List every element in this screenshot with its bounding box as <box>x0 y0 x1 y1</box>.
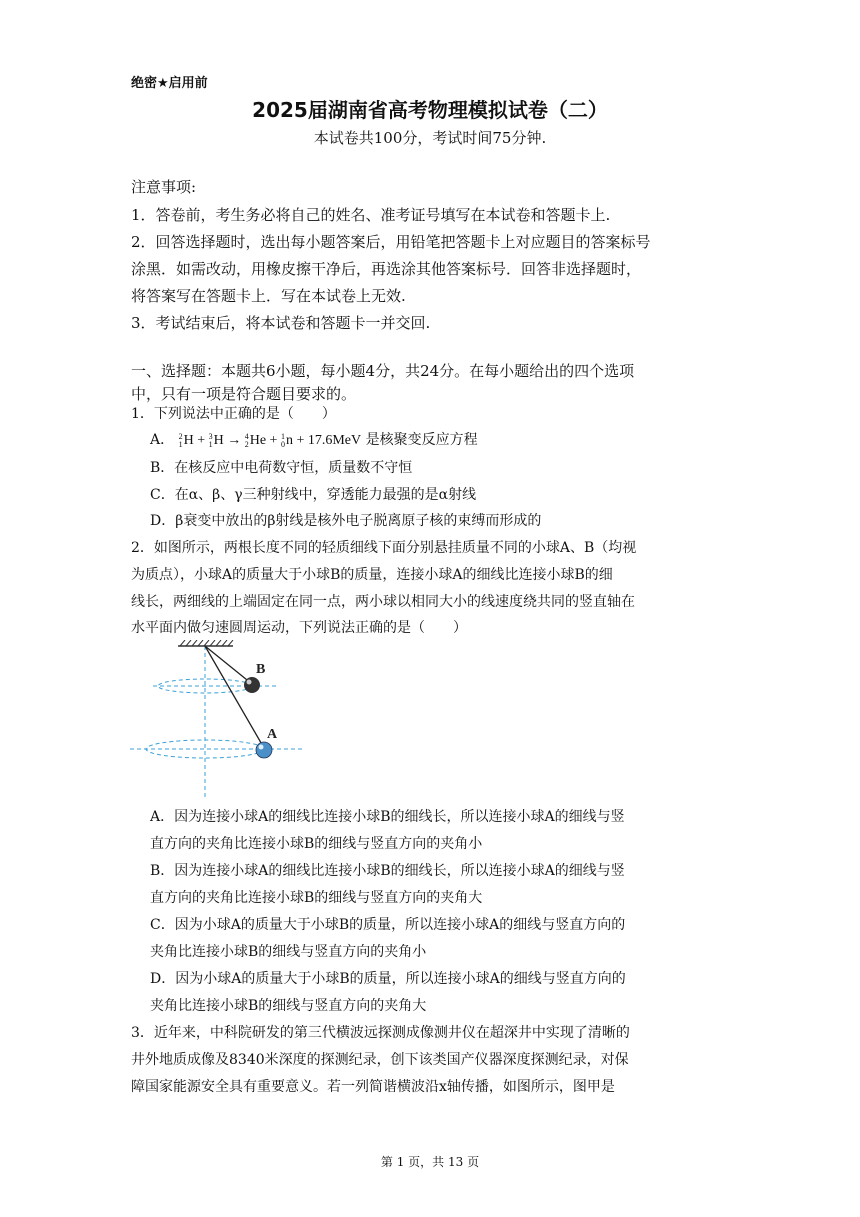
label-b: B <box>256 662 266 677</box>
note-line: 1．答卷前，考生务必将自己的姓名、准考证号填写在本试卷和答题卡上. <box>131 206 611 224</box>
option-label: A． <box>150 432 175 448</box>
section-heading: 一、选择题：本题共6小题，每小题4分，共24分。在每小题给出的四个选项 <box>131 362 635 380</box>
note-line: 涂黑．如需改动，用橡皮擦干净后，再选涂其他答案标号．回答非选择题时， <box>131 260 642 278</box>
pendulum-diagram <box>128 640 318 800</box>
q2-stem-line: 水平面内做匀速圆周运动，下列说法正确的是（ ） <box>131 620 467 636</box>
q2-option-line: A．因为连接小球A的细线比连接小球B的细线长，所以连接小球A的细线与竖 <box>150 809 625 825</box>
ball-a <box>256 742 272 758</box>
notes-heading: 注意事项: <box>131 178 197 196</box>
q1-option-a <box>150 429 478 449</box>
exam-info: 本试卷共100分，考试时间75分钟. <box>313 129 547 147</box>
ball-b <box>244 677 260 693</box>
page-footer: 第 1 页，共 13 页 <box>380 1155 480 1169</box>
section-heading: 中，只有一项是符合题目要求的。 <box>131 385 357 403</box>
q2-option-line: 直方向的夹角比连接小球B的细线与竖直方向的夹角大 <box>150 890 483 906</box>
q2-option-line: C．因为小球A的质量大于小球B的质量，所以连接小球A的细线与竖直方向的 <box>150 917 626 933</box>
q2-stem-line: 为质点），小球A的质量大于小球B的质量，连接小球A的细线比连接小球B的细 <box>131 567 613 583</box>
q2-option-line: 夹角比连接小球B的细线与竖直方向的夹角大 <box>150 998 427 1014</box>
note-line: 2．回答选择题时，选出每小题答案后，用铅笔把答题卡上对应题目的答案标号 <box>131 233 651 251</box>
label-a: A <box>267 727 278 742</box>
q1-option-c: C．在α、β、γ三种射线中，穿透能力最强的是α射线 <box>150 487 477 503</box>
note-line: 3．考试结束后，将本试卷和答题卡一并交回. <box>131 314 431 332</box>
secret-label: 绝密★启用前 <box>131 76 208 91</box>
option-text: 是核聚变反应方程 <box>365 432 478 448</box>
nuclear-equation: 2 1 H + 3 1 H → 4 2 He + 1 0 n + 17.6MeV <box>178 431 362 449</box>
q1-option-b: B．在核反应中电荷数守恒，质量数不守恒 <box>150 460 413 476</box>
string-b <box>205 646 252 684</box>
q3-stem-line: 井外地质成像及8340米深度的探测纪录，创下该类国产仪器深度探测纪录，对保 <box>131 1052 629 1068</box>
q2-option-line: 夹角比连接小球B的细线与竖直方向的夹角小 <box>150 944 427 960</box>
orbit-a <box>146 740 264 758</box>
page-title: 2025届湖南省高考物理模拟试卷（二） <box>252 98 608 122</box>
q2-stem-line: 线长，两细线的上端固定在同一点，两小球以相同大小的线速度绕共同的竖直轴在 <box>131 594 635 610</box>
q2-option-line: 直方向的夹角比连接小球B的细线与竖直方向的夹角小 <box>150 836 483 852</box>
q2-stem-line: 2．如图所示，两根长度不同的轻质细线下面分别悬挂质量不同的小球A、B（均视 <box>131 540 637 556</box>
ball-b-highlight <box>247 680 252 685</box>
ball-a-highlight <box>259 745 264 750</box>
q3-stem-line: 3．近年来，中科院研发的第三代横波远探测成像测井仪在超深井中实现了清晰的 <box>131 1025 630 1041</box>
q2-option-line: B．因为连接小球A的细线比连接小球B的细线长，所以连接小球A的细线与竖 <box>150 863 625 879</box>
q2-option-line: D．因为小球A的质量大于小球B的质量，所以连接小球A的细线与竖直方向的 <box>150 971 626 987</box>
q3-stem-line: 障国家能源安全具有重要意义。若一列简谐横波沿x轴传播，如图所示，图甲是 <box>131 1079 615 1095</box>
ceiling-hatch <box>180 640 233 646</box>
note-line: 将答案写在答题卡上．写在本试卷上无效. <box>131 287 406 305</box>
q1-stem: 1．下列说法中正确的是（ ） <box>131 406 336 422</box>
q1-option-d: D．β衰变中放出的β射线是核外电子脱离原子核的束缚而形成的 <box>150 513 542 529</box>
